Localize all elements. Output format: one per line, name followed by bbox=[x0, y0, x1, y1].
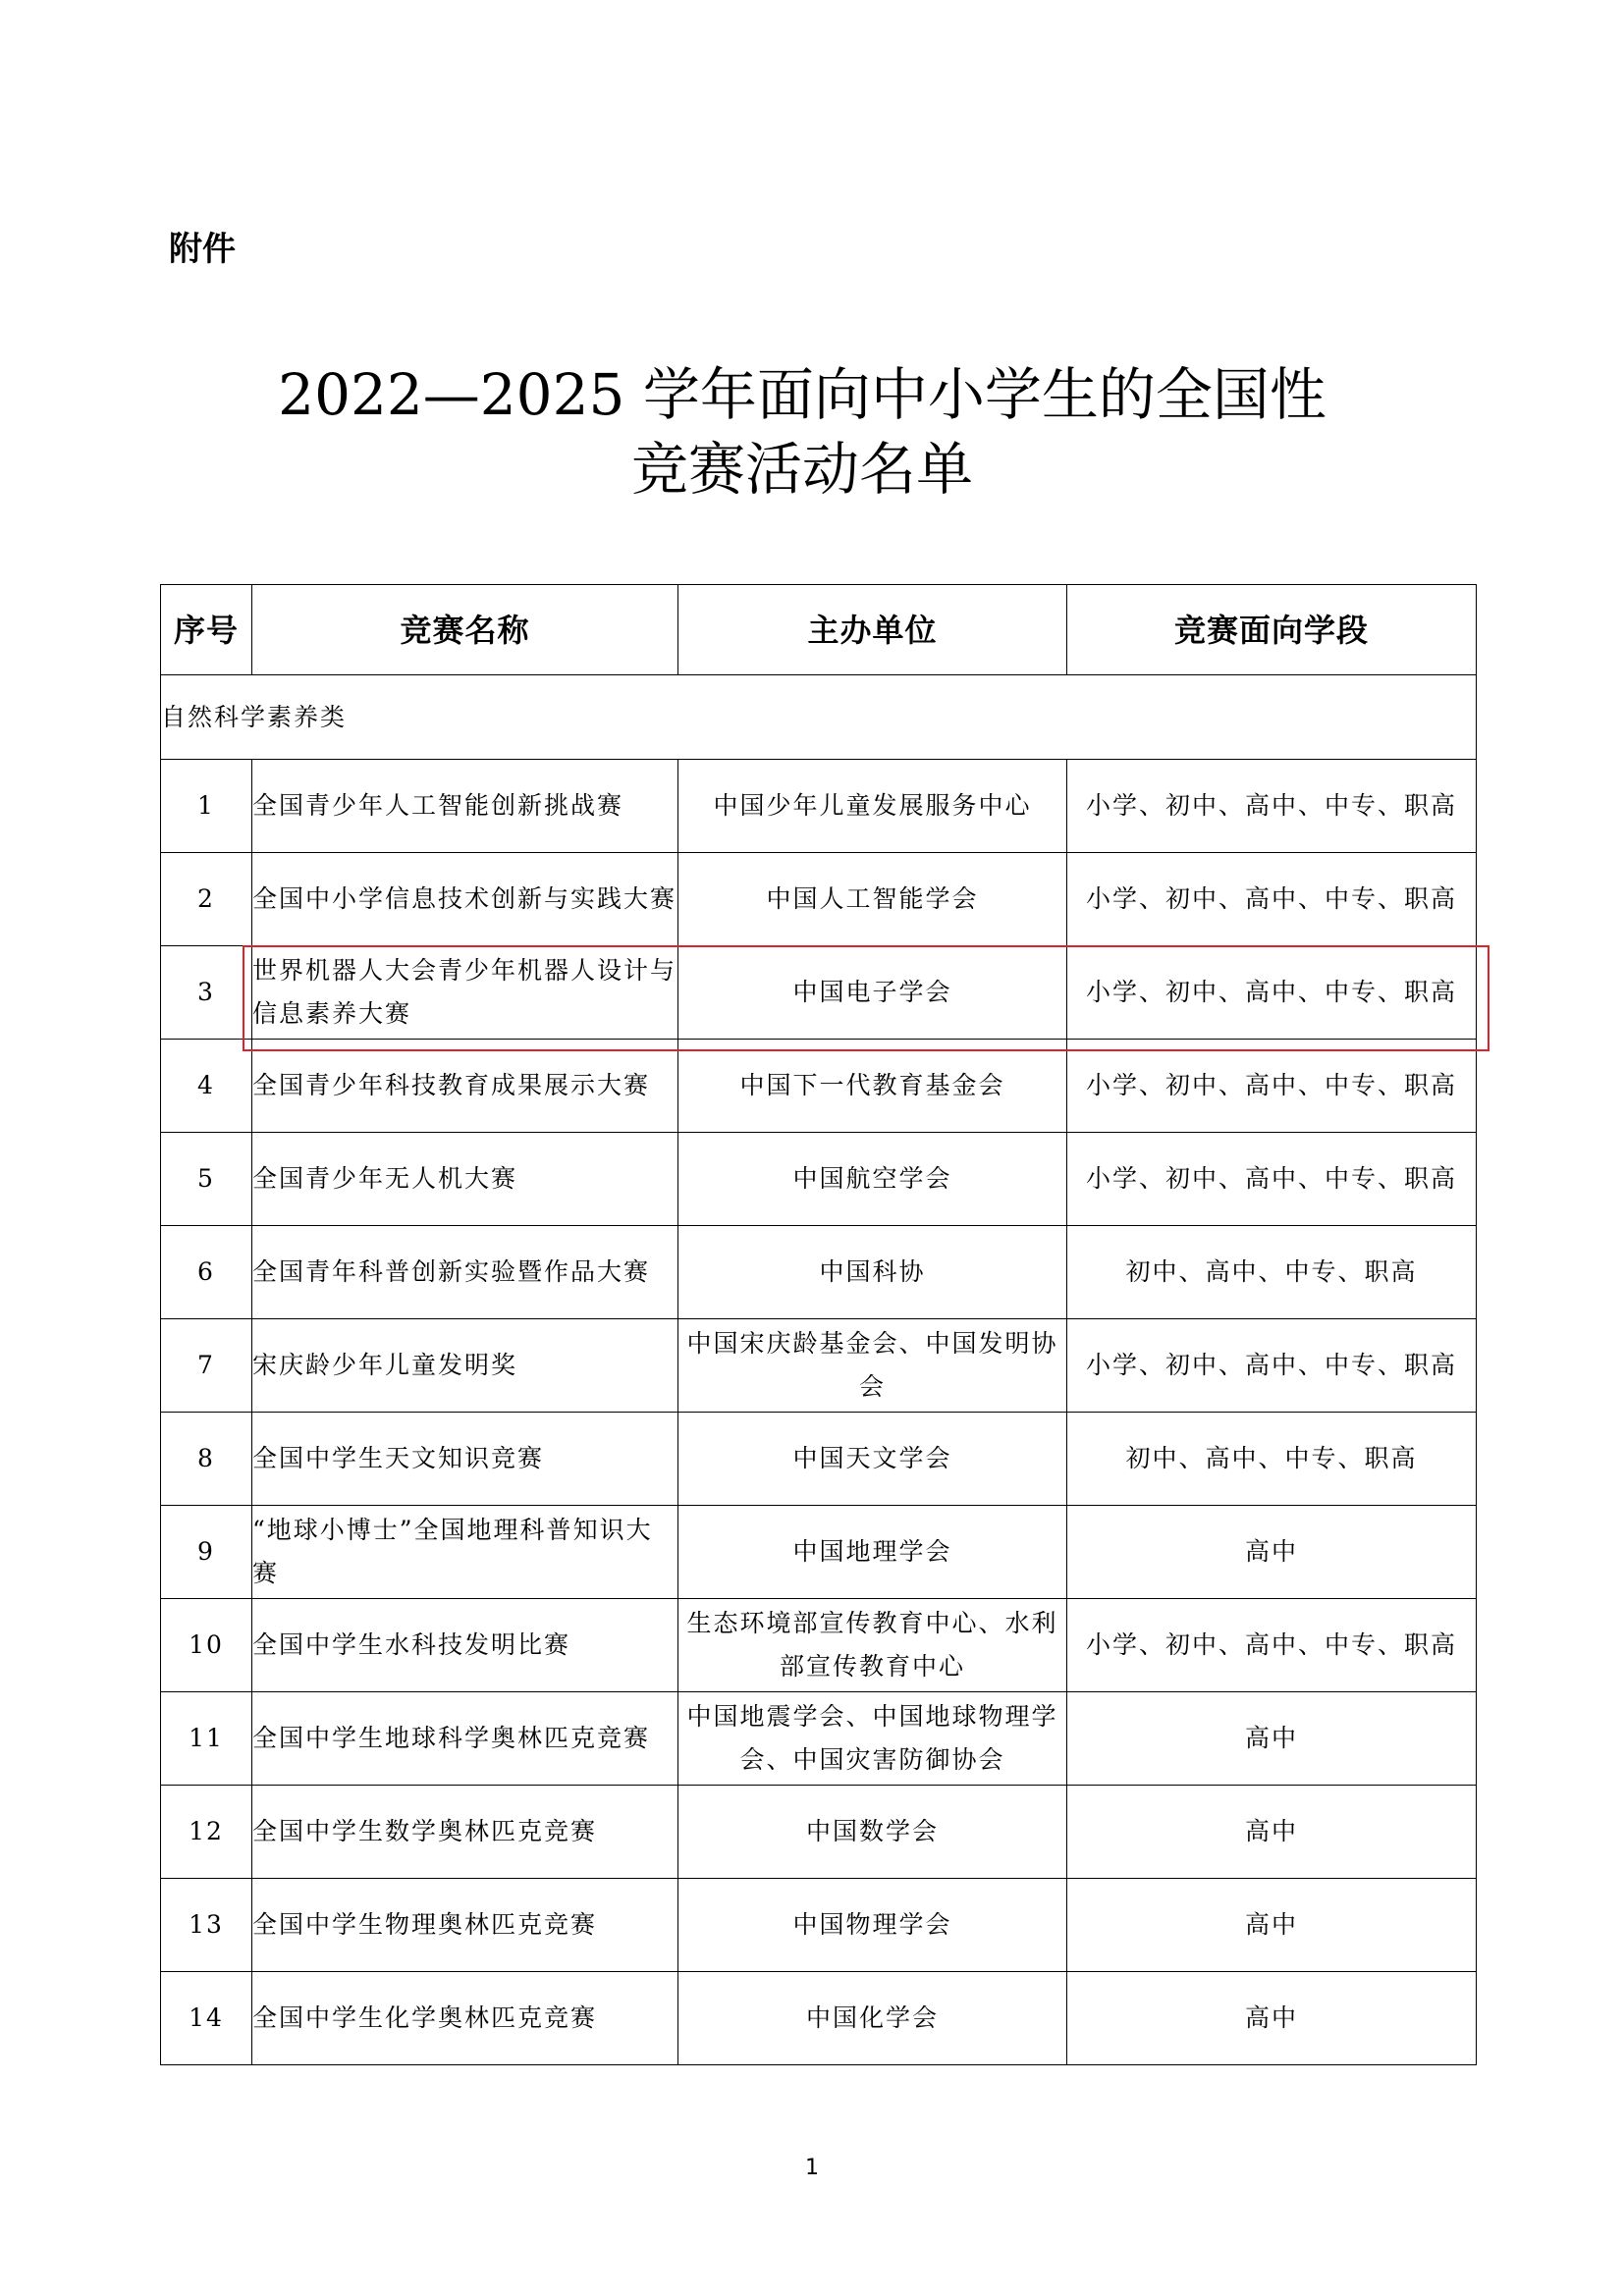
column-header-name: 竞赛名称 bbox=[252, 585, 678, 675]
table-header-row bbox=[161, 585, 1477, 675]
row-number: 14 bbox=[161, 1972, 252, 2065]
organizer: 中国物理学会 bbox=[678, 1879, 1067, 1972]
competition-name: 全国中学生水科技发明比赛 bbox=[252, 1599, 678, 1692]
row-number: 9 bbox=[161, 1506, 252, 1599]
organizer: 中国少年儿童发展服务中心 bbox=[678, 760, 1067, 853]
row-number: 12 bbox=[161, 1786, 252, 1879]
organizer: 中国宋庆龄基金会、中国发明协会 bbox=[678, 1319, 1067, 1413]
row-number: 4 bbox=[161, 1040, 252, 1133]
table-row bbox=[161, 853, 1477, 946]
target-stage: 高中 bbox=[1067, 1879, 1477, 1972]
competition-name: 全国中学生地球科学奥林匹克竞赛 bbox=[252, 1692, 678, 1786]
table-row bbox=[161, 1413, 1477, 1506]
row-number: 7 bbox=[161, 1319, 252, 1413]
organizer: 中国电子学会 bbox=[678, 946, 1067, 1040]
competition-name: 全国中学生天文知识竞赛 bbox=[252, 1413, 678, 1506]
organizer: 中国地震学会、中国地球物理学会、中国灾害防御协会 bbox=[678, 1692, 1067, 1786]
category-row bbox=[161, 675, 1477, 760]
competition-name: 全国青年科普创新实验暨作品大赛 bbox=[252, 1226, 678, 1319]
document-title-line-1: 2022—2025 学年面向中小学生的全国性 bbox=[278, 361, 1326, 428]
target-stage: 小学、初中、高中、中专、职高 bbox=[1067, 760, 1477, 853]
target-stage: 高中 bbox=[1067, 1506, 1477, 1599]
document-title-line-2: 竞赛活动名单 bbox=[630, 436, 973, 503]
table-row bbox=[161, 1879, 1477, 1972]
target-stage: 小学、初中、高中、中专、职高 bbox=[1067, 1599, 1477, 1692]
table-row bbox=[161, 1506, 1477, 1599]
table-row bbox=[161, 946, 1477, 1040]
target-stage: 初中、高中、中专、职高 bbox=[1067, 1226, 1477, 1319]
row-number: 3 bbox=[161, 946, 252, 1040]
row-number: 13 bbox=[161, 1879, 252, 1972]
target-stage: 初中、高中、中专、职高 bbox=[1067, 1413, 1477, 1506]
table-row bbox=[161, 1133, 1477, 1226]
competition-name: 全国中小学信息技术创新与实践大赛 bbox=[252, 853, 678, 946]
organizer: 中国化学会 bbox=[678, 1972, 1067, 2065]
organizer: 中国下一代教育基金会 bbox=[678, 1040, 1067, 1133]
organizer: 中国数学会 bbox=[678, 1786, 1067, 1879]
column-header-organizer: 主办单位 bbox=[678, 585, 1067, 675]
target-stage: 小学、初中、高中、中专、职高 bbox=[1067, 853, 1477, 946]
target-stage: 高中 bbox=[1067, 1692, 1477, 1786]
organizer: 中国天文学会 bbox=[678, 1413, 1067, 1506]
target-stage: 小学、初中、高中、中专、职高 bbox=[1067, 1133, 1477, 1226]
attachment-label: 附件 bbox=[169, 230, 236, 269]
table-row bbox=[161, 1786, 1477, 1879]
competition-name: 全国青少年人工智能创新挑战赛 bbox=[252, 760, 678, 853]
competition-name: 全国中学生物理奥林匹克竞赛 bbox=[252, 1879, 678, 1972]
row-number: 1 bbox=[161, 760, 252, 853]
row-number: 6 bbox=[161, 1226, 252, 1319]
competition-name: 世界机器人大会青少年机器人设计与信息素养大赛 bbox=[252, 946, 678, 1040]
page-number: 1 bbox=[805, 2156, 819, 2180]
row-number: 5 bbox=[161, 1133, 252, 1226]
category-label: 自然科学素养类 bbox=[161, 675, 1477, 760]
table-row bbox=[161, 760, 1477, 853]
organizer: 中国科协 bbox=[678, 1226, 1067, 1319]
competition-name: 全国青少年科技教育成果展示大赛 bbox=[252, 1040, 678, 1133]
table-row bbox=[161, 1226, 1477, 1319]
row-number: 11 bbox=[161, 1692, 252, 1786]
competition-name: 宋庆龄少年儿童发明奖 bbox=[252, 1319, 678, 1413]
competition-name: 全国青少年无人机大赛 bbox=[252, 1133, 678, 1226]
target-stage: 小学、初中、高中、中专、职高 bbox=[1067, 1319, 1477, 1413]
table-row bbox=[161, 1972, 1477, 2065]
competition-table bbox=[160, 584, 1477, 2065]
target-stage: 高中 bbox=[1067, 1972, 1477, 2065]
competition-name: 全国中学生化学奥林匹克竞赛 bbox=[252, 1972, 678, 2065]
organizer: 中国人工智能学会 bbox=[678, 853, 1067, 946]
target-stage: 小学、初中、高中、中专、职高 bbox=[1067, 946, 1477, 1040]
column-header-stage: 竞赛面向学段 bbox=[1067, 585, 1477, 675]
organizer: 中国地理学会 bbox=[678, 1506, 1067, 1599]
row-number: 8 bbox=[161, 1413, 252, 1506]
target-stage: 高中 bbox=[1067, 1786, 1477, 1879]
table-row bbox=[161, 1692, 1477, 1786]
competition-name: 全国中学生数学奥林匹克竞赛 bbox=[252, 1786, 678, 1879]
organizer: 中国航空学会 bbox=[678, 1133, 1067, 1226]
column-header-number: 序号 bbox=[161, 585, 252, 675]
organizer: 生态环境部宣传教育中心、水利部宣传教育中心 bbox=[678, 1599, 1067, 1692]
table-row bbox=[161, 1040, 1477, 1133]
target-stage: 小学、初中、高中、中专、职高 bbox=[1067, 1040, 1477, 1133]
table-row bbox=[161, 1319, 1477, 1413]
row-number: 2 bbox=[161, 853, 252, 946]
competition-name: “地球小博士”全国地理科普知识大赛 bbox=[252, 1506, 678, 1599]
row-number: 10 bbox=[161, 1599, 252, 1692]
table-row bbox=[161, 1599, 1477, 1692]
